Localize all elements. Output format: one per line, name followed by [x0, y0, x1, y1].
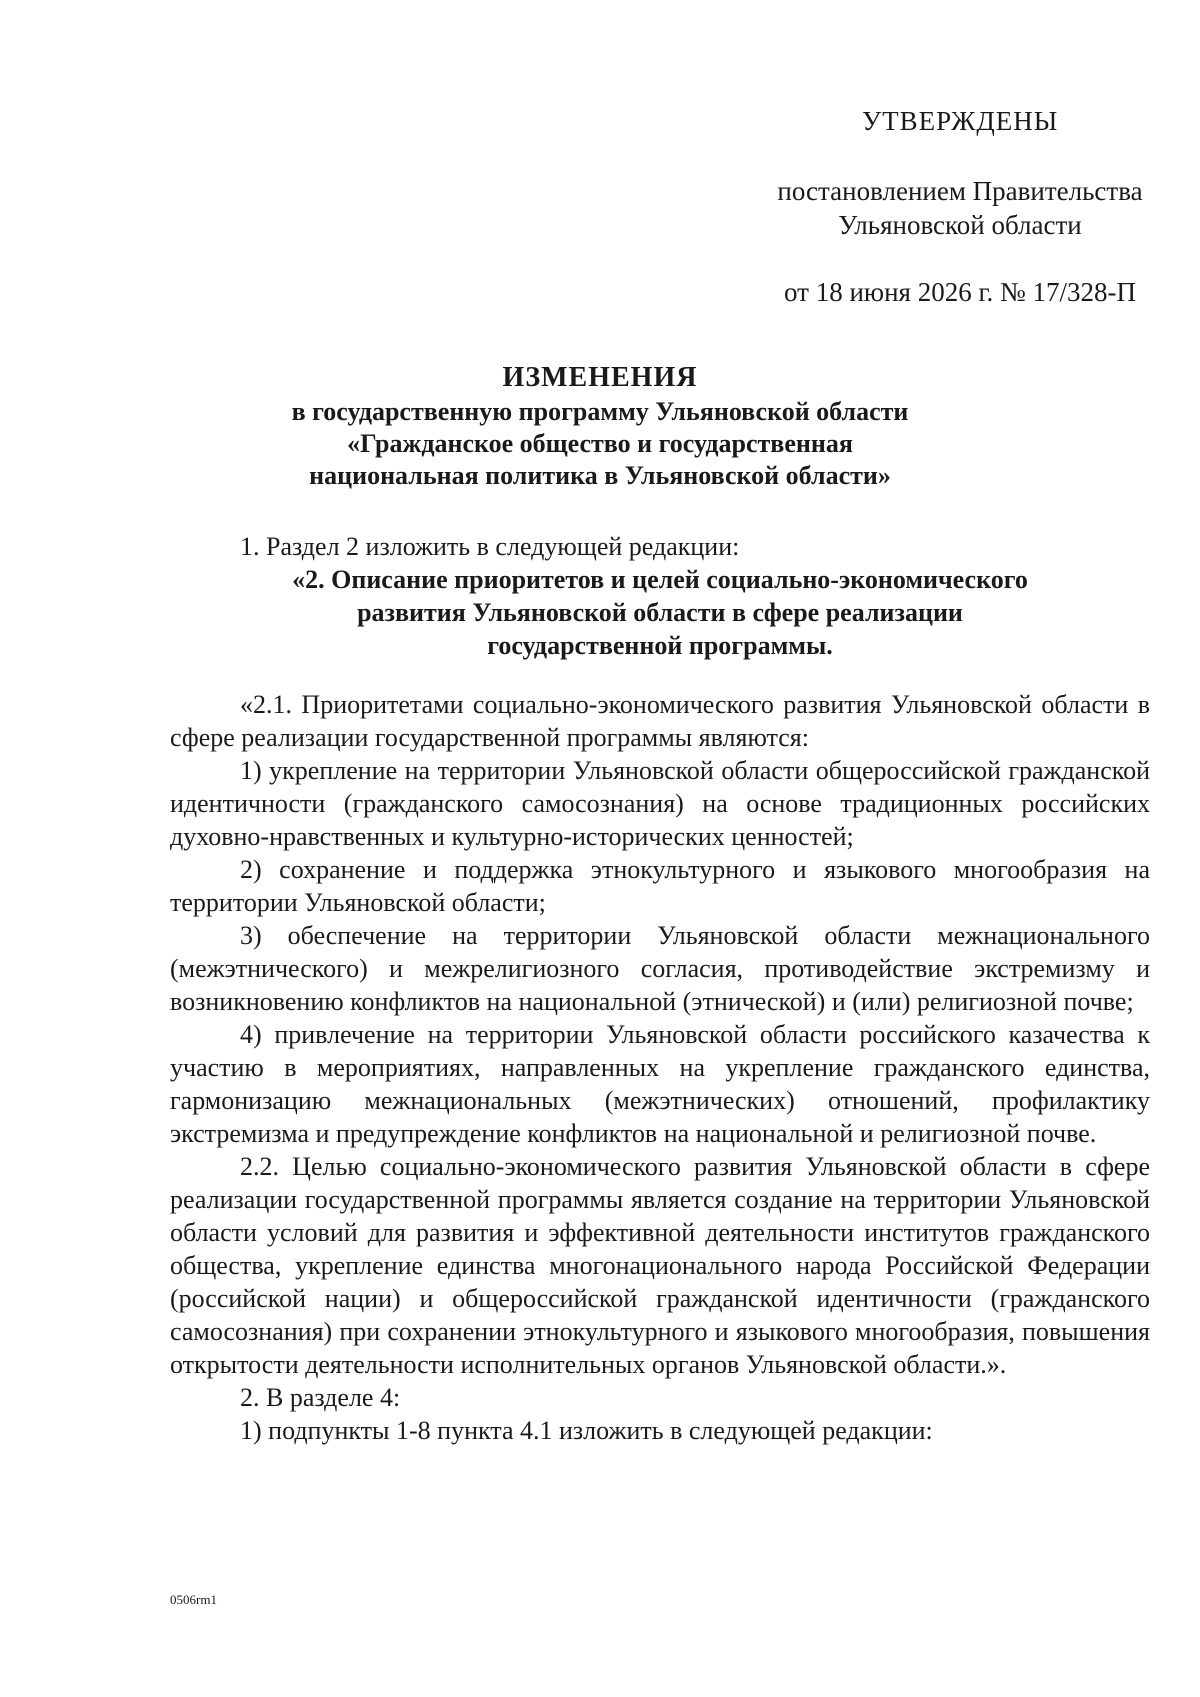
- paragraph-1: 1. Раздел 2 изложить в следующей редакции:: [240, 532, 740, 561]
- title-line-3: национальная политика в Ульяновской области»: [309, 461, 891, 490]
- paragraph-2-subitem-1: 1) подпункты 1-8 пункта 4.1 изложить в следующей редакции:: [240, 1416, 933, 1445]
- list-item-1: 1) укрепление на территории Ульяновской области общероссийской гражданской идентичности (гражданского самосознания) на основе традиционных российских духовно-нравственных и культурно-исторических ценностей;: [170, 756, 1150, 851]
- approved-by-line-2: Ульяновской области: [838, 210, 1082, 240]
- paragraph-2: 2. В разделе 4:: [240, 1383, 401, 1412]
- title-main: ИЗМЕНЕНИЯ: [502, 362, 698, 393]
- document-title: [170, 362, 1030, 492]
- paragraph-2-2: 2.2. Целью социально-экономического развития Ульяновской области в сфере реализации государственной программы является создание на территории Ульяновской области условий для развития и эффективной деятельности институтов гражданского общества, укрепление единства многонационального народа Российской Федерации (российской нации) и общероссийской гражданской идентичности (гражданского самосознания) при сохранении этнокультурного и языкового многообразия, повышения открытости деятельности исполнительных органов Ульяновской области.».: [170, 1152, 1150, 1379]
- list-item-3: 3) обеспечение на территории Ульяновской области межнационального (межэтнического) и межрелигиозного согласия, противодействие экстремизму и возникновению конфликтов на национальной (этнической) и (или) религиозной почве;: [170, 921, 1150, 1016]
- section-2-heading: «2. Описание приоритетов и целей социально-экономического развития Ульяновской области в сфере реализации государственной программы.: [292, 565, 1028, 660]
- document-body: [170, 530, 1150, 1447]
- approved-by-line-1: постановлением Правительства: [777, 176, 1143, 206]
- paragraph-2-1: «2.1. Приоритетами социально-экономического развития Ульяновской области в сфере реализации государственной программы являются:: [170, 690, 1150, 752]
- decree-date-number: от 18 июня 2026 г. № 17/328-П: [784, 277, 1136, 307]
- document-code: 0506rm1: [170, 1592, 217, 1607]
- approved-label: УТВЕРЖДЕНЫ: [862, 106, 1059, 136]
- title-line-1: в государственную программу Ульяновской области: [291, 397, 909, 426]
- list-item-4: 4) привлечение на территории Ульяновской области российского казачества к участию в мероприятиях, направленных на укрепление гражданского единства, гармонизацию межнациональных (межэтнических) отношений, профилактику экстремизма и предупреждение конфликтов на национальной и религиозной почве.: [170, 1020, 1150, 1148]
- list-item-2: 2) сохранение и поддержка этнокультурного и языкового многообразия на территории Ульяновской области;: [170, 855, 1150, 917]
- title-line-2: «Гражданское общество и государственная: [347, 429, 853, 458]
